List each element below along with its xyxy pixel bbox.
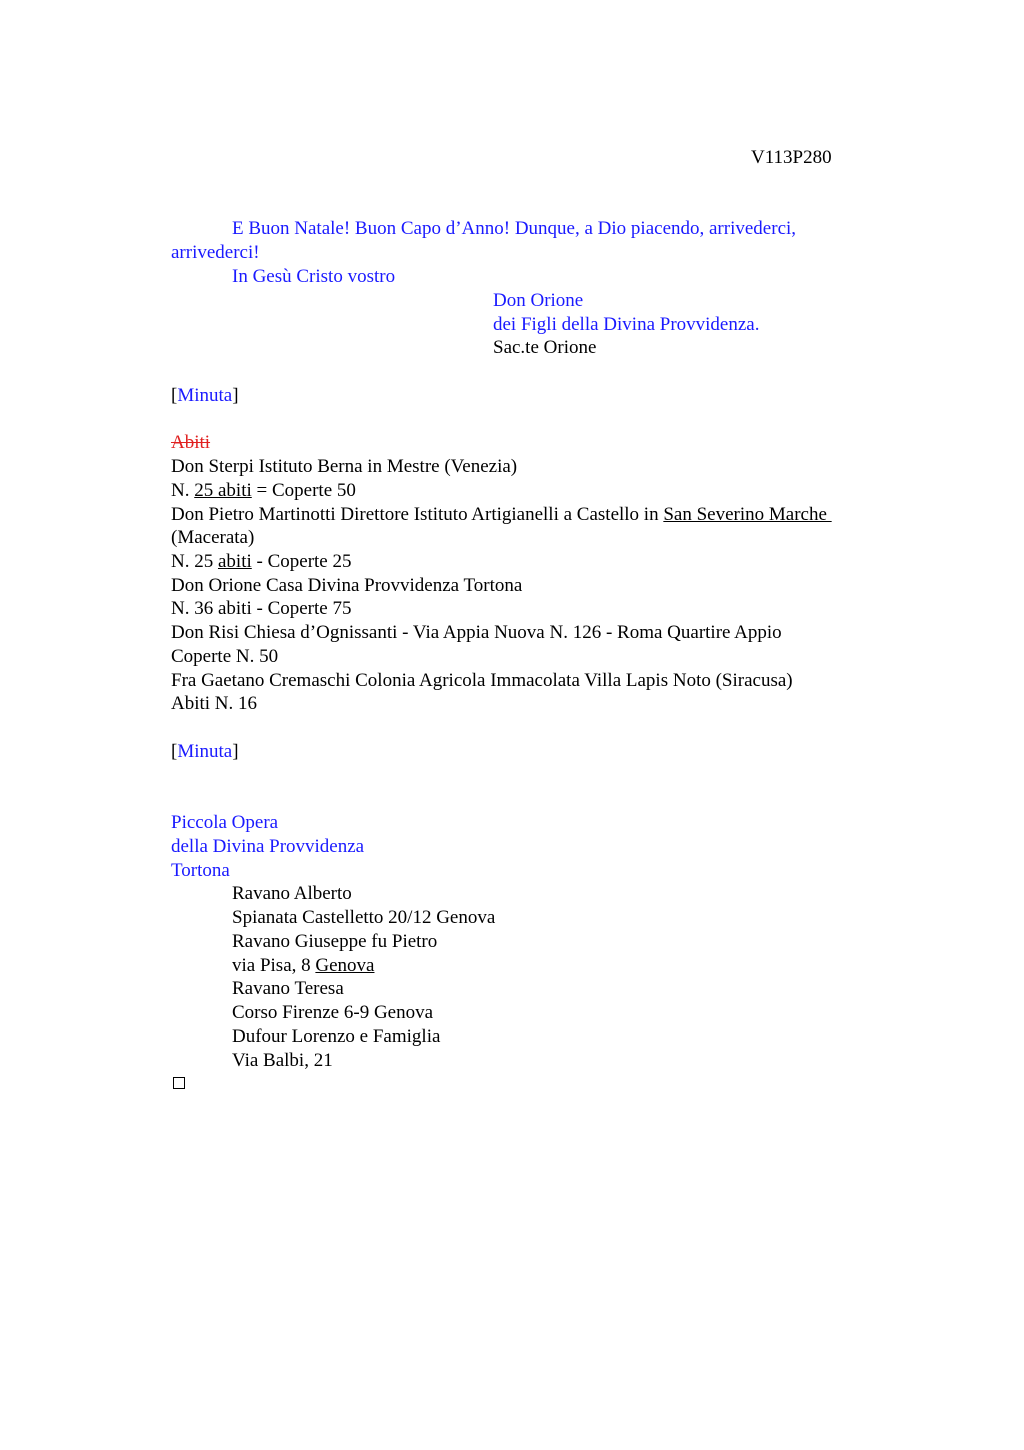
text-segment: N.	[171, 480, 195, 501]
minuta-word: Minuta	[177, 741, 233, 762]
minuta-label-2	[171, 740, 239, 764]
list-line-1: Don Sterpi Istituto Berna in Mestre (Venezia)	[171, 456, 518, 477]
address-line-4	[232, 954, 374, 978]
address-line-2: Spianata Castelletto 20/12 Genova	[232, 907, 496, 928]
empty-checkbox-glyph	[173, 1077, 185, 1089]
signature-name: Don Orione	[493, 290, 584, 311]
bracket-close: ]	[232, 741, 239, 762]
bracket-open: [	[171, 741, 178, 762]
letter-closing: In Gesù Cristo vostro	[232, 266, 396, 287]
list-line-2	[171, 479, 356, 503]
list-line-7: N. 36 abiti - Coperte 75	[171, 598, 352, 619]
letter-line-2: arrivederci!	[171, 242, 260, 263]
list-line-10: Fra Gaetano Cremaschi Colonia Agricola Immacolata Villa Lapis Noto (Siracusa)	[171, 670, 793, 691]
text-segment: via Pisa, 8	[232, 955, 316, 976]
list-line-8: Don Risi Chiesa d’Ognissanti - Via Appia Nuova N. 126 - Roma Quartire Appio	[171, 622, 782, 643]
text-segment: - Coperte 25	[251, 551, 352, 572]
list-line-6: Don Orione Casa Divina Provvidenza Tortona	[171, 575, 523, 596]
address-line-1: Ravano Alberto	[232, 883, 352, 904]
page-id: V113P280	[751, 147, 832, 168]
underlined-text: Genova	[315, 955, 375, 976]
letterhead-line-1: Piccola Opera	[171, 812, 279, 833]
address-line-8: Via Balbi, 21	[232, 1050, 333, 1071]
list-line-4: (Macerata)	[171, 527, 255, 548]
list-line-3	[171, 503, 832, 527]
bracket-open: [	[171, 385, 178, 406]
list-line-5	[171, 550, 352, 574]
underlined-text: 25 abiti	[194, 480, 252, 501]
underlined-text: abiti	[217, 551, 252, 572]
text-segment: N. 25	[171, 551, 218, 572]
bracket-close: ]	[232, 385, 239, 406]
text-segment: Don Pietro Martinotti Direttore Istituto Artigianelli a Castello in	[171, 504, 664, 525]
address-line-6: Corso Firenze 6-9 Genova	[232, 1002, 434, 1023]
address-line-5: Ravano Teresa	[232, 978, 344, 999]
letter-line-1: E Buon Natale! Buon Capo d’Anno! Dunque, a Dio piacendo, arrivederci,	[232, 218, 797, 239]
list-line-11: Abiti N. 16	[171, 693, 258, 714]
text-segment: = Coperte 50	[251, 480, 356, 501]
list-line-9: Coperte N. 50	[171, 646, 279, 667]
minuta-label-1	[171, 384, 239, 408]
signature-title: dei Figli della Divina Provvidenza.	[493, 314, 760, 335]
address-line-3: Ravano Giuseppe fu Pietro	[232, 931, 438, 952]
underlined-text: San Severino Marche	[663, 504, 832, 525]
struck-heading: Abiti	[171, 432, 211, 453]
letterhead-line-3: Tortona	[171, 860, 230, 881]
address-line-7: Dufour Lorenzo e Famiglia	[232, 1026, 441, 1047]
signature-plain: Sac.te Orione	[493, 337, 597, 358]
minuta-word: Minuta	[177, 385, 233, 406]
letterhead-line-2: della Divina Provvidenza	[171, 836, 365, 857]
